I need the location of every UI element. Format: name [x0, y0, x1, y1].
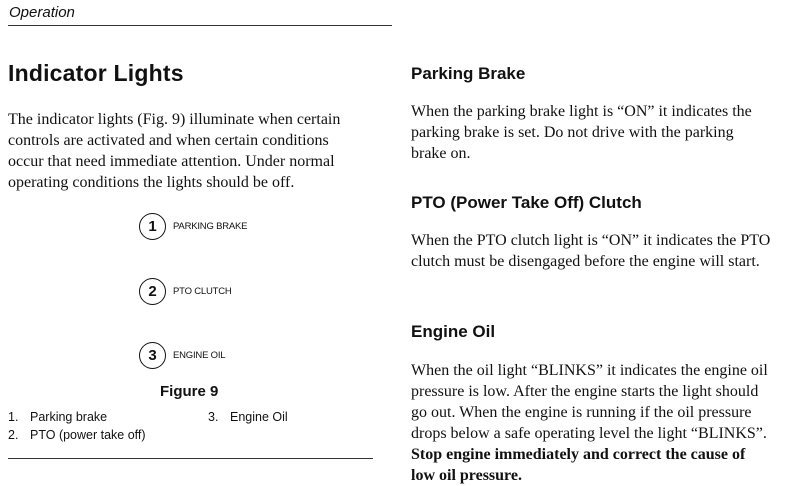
legend-text-pto: PTO (power take off) [30, 428, 146, 442]
legend-number-3: 3. [208, 410, 219, 424]
legend-text-engine-oil: Engine Oil [230, 410, 288, 424]
section-heading-pto-clutch: PTO (Power Take Off) Clutch [411, 193, 642, 212]
header-divider [8, 25, 392, 26]
legend-number-2: 2. [8, 428, 19, 442]
page-title: Indicator Lights [8, 60, 184, 86]
indicator-number-2: 2 [139, 278, 166, 305]
engine-oil-body-text: When the oil light “BLINKS” it indicates the engine oil pressure is low. After the engine starts the light should go out. When the engine is running if the oil pressure drops below a safe operating level the light “BLINKS”. [411, 362, 768, 442]
figure-caption: Figure 9 [160, 383, 219, 400]
indicator-label-pto-clutch: PTO CLUTCH [173, 286, 232, 297]
bottom-divider [8, 458, 373, 459]
engine-oil-warning: Stop engine immediately and correct the cause of low oil pressure. [411, 446, 746, 484]
indicator-label-engine-oil: ENGINE OIL [173, 350, 226, 361]
section-heading-engine-oil: Engine Oil [411, 322, 496, 341]
section-heading-parking-brake: Parking Brake [411, 64, 526, 83]
legend-number-1: 1. [8, 410, 19, 424]
indicator-number-3: 3 [139, 342, 166, 369]
section-body-pto-clutch: When the PTO clutch light is “ON” it indicates the PTO clutch must be disengaged before the engine will start. [411, 232, 771, 270]
legend-text-parking-brake: Parking brake [30, 410, 108, 424]
indicator-number-1: 1 [139, 213, 166, 240]
indicator-label-parking-brake: PARKING BRAKE [173, 221, 248, 232]
page-header-label: Operation [9, 4, 75, 21]
intro-paragraph: The indicator lights (Fig. 9) illuminate when certain controls are activated and when certain conditions occur that need immediate attention. Under normal operating conditions the lights should be off. [8, 111, 341, 191]
section-body-parking-brake: When the parking brake light is “ON” it indicates the parking brake is set. Do not drive with the parking brake on. [411, 103, 752, 162]
section-body-engine-oil [411, 360, 773, 486]
